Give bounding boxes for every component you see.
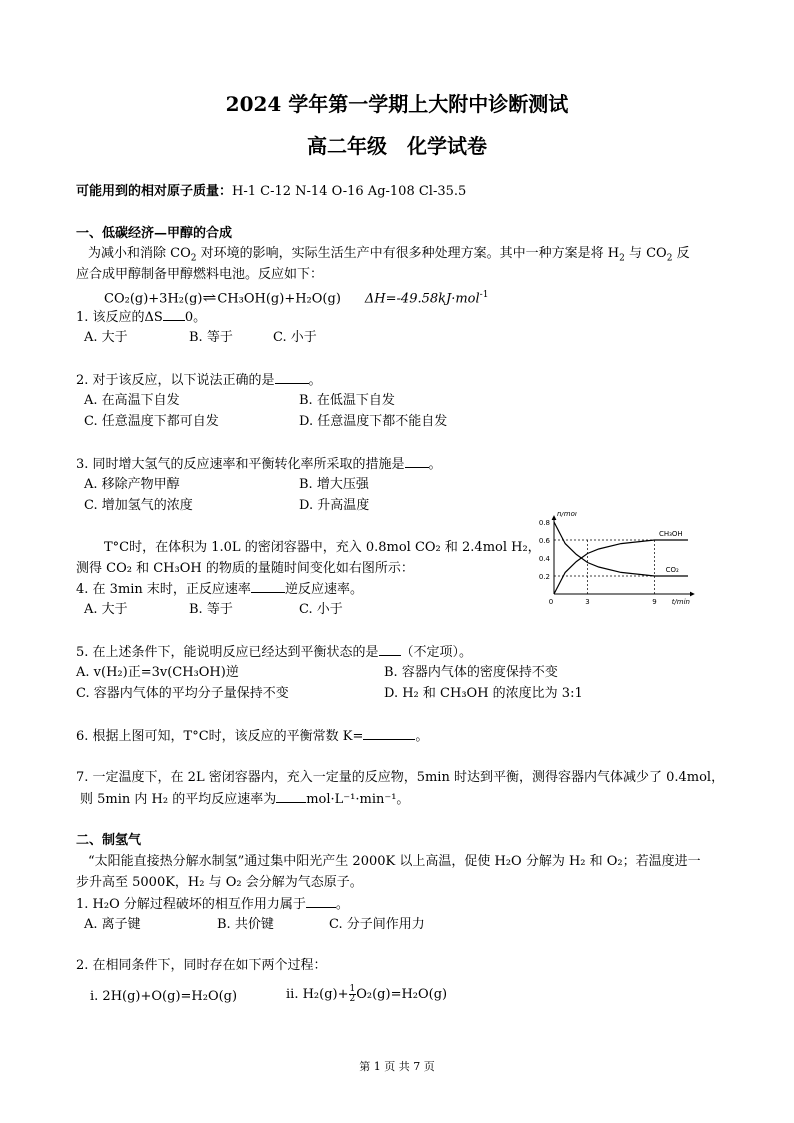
paper-title: 2024 学年第一学期上大附中诊断测试	[225, 92, 569, 116]
q6-stem-text: 6. 根据上图可知，T°C时，该反应的平衡常数 K=	[76, 729, 364, 744]
section1-intro-line2: 应合成甲醇制备甲醇燃料电池。反应如下：	[76, 267, 324, 282]
q5-option-a[interactable]: A. v(H₂)正=3v(CH₃OH)逆	[76, 665, 239, 680]
y-tick-label: 0.6	[538, 537, 550, 545]
q3-stem	[76, 455, 442, 473]
q3-option-a[interactable]: A. 移除产物甲醇	[84, 477, 180, 492]
q1-option-a[interactable]: A. 大于	[84, 330, 128, 345]
process-ii	[286, 983, 447, 1007]
mole-time-chart	[530, 512, 700, 612]
q5-answer-blank[interactable]	[379, 643, 401, 656]
q3-option-c[interactable]: C. 增加氢气的浓度	[84, 498, 193, 513]
q3-stem-end: 。	[428, 457, 442, 472]
fraction-denominator: 2	[349, 994, 356, 1004]
q1-stem-text: 1. 该反应的ΔS	[76, 310, 163, 325]
q1-option-b[interactable]: B. 等于	[189, 330, 233, 345]
q3-stem-text: 3. 同时增大氢气的反应速率和平衡转化率所采取的措施是	[76, 457, 405, 472]
page-number: 第 1 页 共 7 页	[359, 1060, 435, 1073]
s2-q1-stem	[76, 895, 349, 913]
q5-option-d[interactable]: D. H₂ 和 CH₃OH 的浓度比为 3:1	[384, 686, 583, 701]
process-ii-text: O₂(g)=H₂O(g)	[356, 987, 448, 1002]
q4-option-b[interactable]: B. 等于	[189, 602, 233, 617]
section2-heading: 二、制氢气	[76, 833, 142, 848]
q1-option-c[interactable]: C. 小于	[273, 330, 317, 345]
q6-answer-blank[interactable]	[363, 727, 415, 740]
q1-stem	[76, 308, 206, 326]
q2-option-c[interactable]: C. 任意温度下都可自发	[84, 414, 219, 429]
y-tick-label: 0.8	[538, 519, 550, 527]
y-tick-label: 0.4	[538, 555, 550, 563]
eq-enthalpy-exp: -1	[479, 290, 489, 300]
q7-stem-text: mol·L⁻¹·min⁻¹。	[306, 792, 410, 807]
x-axis-label: t/min	[671, 598, 690, 606]
section1-intro-line1: 为减小和消除 $CO_2$ 对环境的影响，实际生活生产中有很多种处理方案。其中一种方案是将 $H_2$ 与 $CO_2$ 反	[88, 246, 690, 264]
intro-text: 为减小和消除 CO	[88, 246, 191, 261]
q6-stem-end: 。	[415, 729, 429, 744]
s2-q2-stem: 2. 在相同条件下，同时存在如下两个过程：	[76, 958, 327, 973]
y-axis-label: n/mol	[557, 512, 577, 518]
intro-text: 与 CO	[624, 246, 667, 261]
q7-answer-blank[interactable]	[276, 790, 306, 803]
q7-line2	[80, 790, 409, 808]
q2-option-b[interactable]: B. 在低温下自发	[299, 393, 395, 408]
paper-subtitle: 高二年级 化学试卷	[307, 134, 487, 158]
q1-stem-text: 0。	[184, 310, 207, 325]
series-label-co2: CO₂	[665, 566, 679, 574]
q4-answer-blank[interactable]	[251, 580, 285, 593]
s2-q1-option-b[interactable]: B. 共价键	[217, 917, 274, 932]
q4-option-c[interactable]: C. 小于	[299, 602, 343, 617]
section2-intro-line2: 步升高至 5000K，H₂ 与 O₂ 会分解为气态原子。	[76, 875, 363, 890]
q2-stem-text: 2. 对于该反应，以下说法正确的是	[76, 373, 275, 388]
q3-answer-blank[interactable]	[405, 455, 429, 468]
fraction-numerator: 1	[349, 984, 356, 994]
reaction-equation	[104, 287, 488, 307]
equilibrium-arrow-icon: ⇌	[202, 291, 218, 307]
context-line1: T°C时，在体积为 1.0L 的密闭容器中，充入 0.8mol CO₂ 和 2.4mol H₂，	[104, 540, 541, 555]
eq-right: CH₃OH(g)+H₂O(g)	[217, 291, 341, 307]
y-tick-label: 0.2	[538, 573, 550, 581]
q6-stem	[76, 727, 428, 745]
s2-q1-answer-blank[interactable]	[306, 895, 336, 908]
q2-option-a[interactable]: A. 在高温下自发	[84, 393, 180, 408]
q3-option-b[interactable]: B. 增大压强	[299, 477, 369, 492]
q2-stem-end: 。	[308, 373, 322, 388]
section2-intro-line1: “太阳能直接热分解水制氢”通过集中阳光产生 2000K 以上高温，促使 H₂O 分解为 H₂ 和 O₂；若温度进一	[88, 854, 701, 869]
process-i: i. 2H(g)+O(g)=H₂O(g)	[90, 989, 238, 1004]
series-label-ch3oh: CH₃OH	[658, 530, 683, 538]
x-tick-label: 0	[548, 598, 554, 606]
atomic-mass-values: H-1 C-12 N-14 O-16 Ag-108 Cl-35.5	[232, 184, 467, 199]
q5-option-c[interactable]: C. 容器内气体的平均分子量保持不变	[76, 686, 289, 701]
chart-labels	[539, 512, 690, 606]
q5-stem	[76, 643, 472, 661]
context-line2: 测得 CO₂ 和 CH₃OH 的物质的量随时间变化如右图所示：	[76, 561, 414, 576]
section1-heading: 一、低碳经济—甲醇的合成	[76, 226, 233, 241]
q4-stem	[76, 580, 363, 598]
q3-option-d[interactable]: D. 升高温度	[299, 498, 370, 513]
x-tick-label: 9	[652, 598, 657, 606]
s2-q1-stem-end: 。	[335, 897, 349, 912]
q4-stem-text: 4. 在 3min 末时，正反应速率	[76, 582, 251, 597]
q2-stem	[76, 371, 322, 389]
atomic-mass-label: 可能用到的相对原子质量：	[76, 184, 233, 199]
s2-q1-stem-text: 1. H₂O 分解过程破坏的相互作用力属于	[76, 897, 306, 912]
process-ii-text: ii. H₂(g)+	[286, 987, 349, 1002]
x-tick-label: 3	[585, 598, 590, 606]
q7-line1: 7. 一定温度下，在 2L 密闭容器内，充入一定量的反应物，5min 时达到平衡，测得容器内气体减少了 0.4mol，	[76, 770, 725, 785]
s2-q1-option-c[interactable]: C. 分子间作用力	[329, 917, 425, 932]
q2-option-d[interactable]: D. 任意温度下都不能自发	[299, 414, 448, 429]
chart-axes	[554, 516, 694, 594]
atomic-mass-line	[76, 183, 466, 200]
eq-left: CO₂(g)+3H₂(g)	[104, 291, 203, 307]
q1-answer-blank[interactable]	[163, 308, 185, 321]
eq-enthalpy: ΔH=-49.58kJ·mol	[364, 291, 480, 307]
s2-q1-option-a[interactable]: A. 离子键	[84, 917, 141, 932]
q5-option-b[interactable]: B. 容器内气体的密度保持不变	[384, 665, 558, 680]
q4-stem-text: 逆反应速率。	[284, 582, 363, 597]
q4-option-a[interactable]: A. 大于	[84, 602, 128, 617]
q2-answer-blank[interactable]	[275, 371, 309, 384]
intro-text: 对环境的影响，实际生活生产中有很多种处理方案。其中一种方案是将 H	[196, 246, 620, 261]
intro-text: 反	[672, 246, 690, 261]
q5-stem-text: 5. 在上述条件下，能说明反应已经达到平衡状态的是	[76, 645, 379, 660]
q5-stem-end: （不定项）。	[400, 645, 473, 660]
q7-stem-text: 则 5min 内 H₂ 的平均反应速率为	[80, 792, 277, 807]
